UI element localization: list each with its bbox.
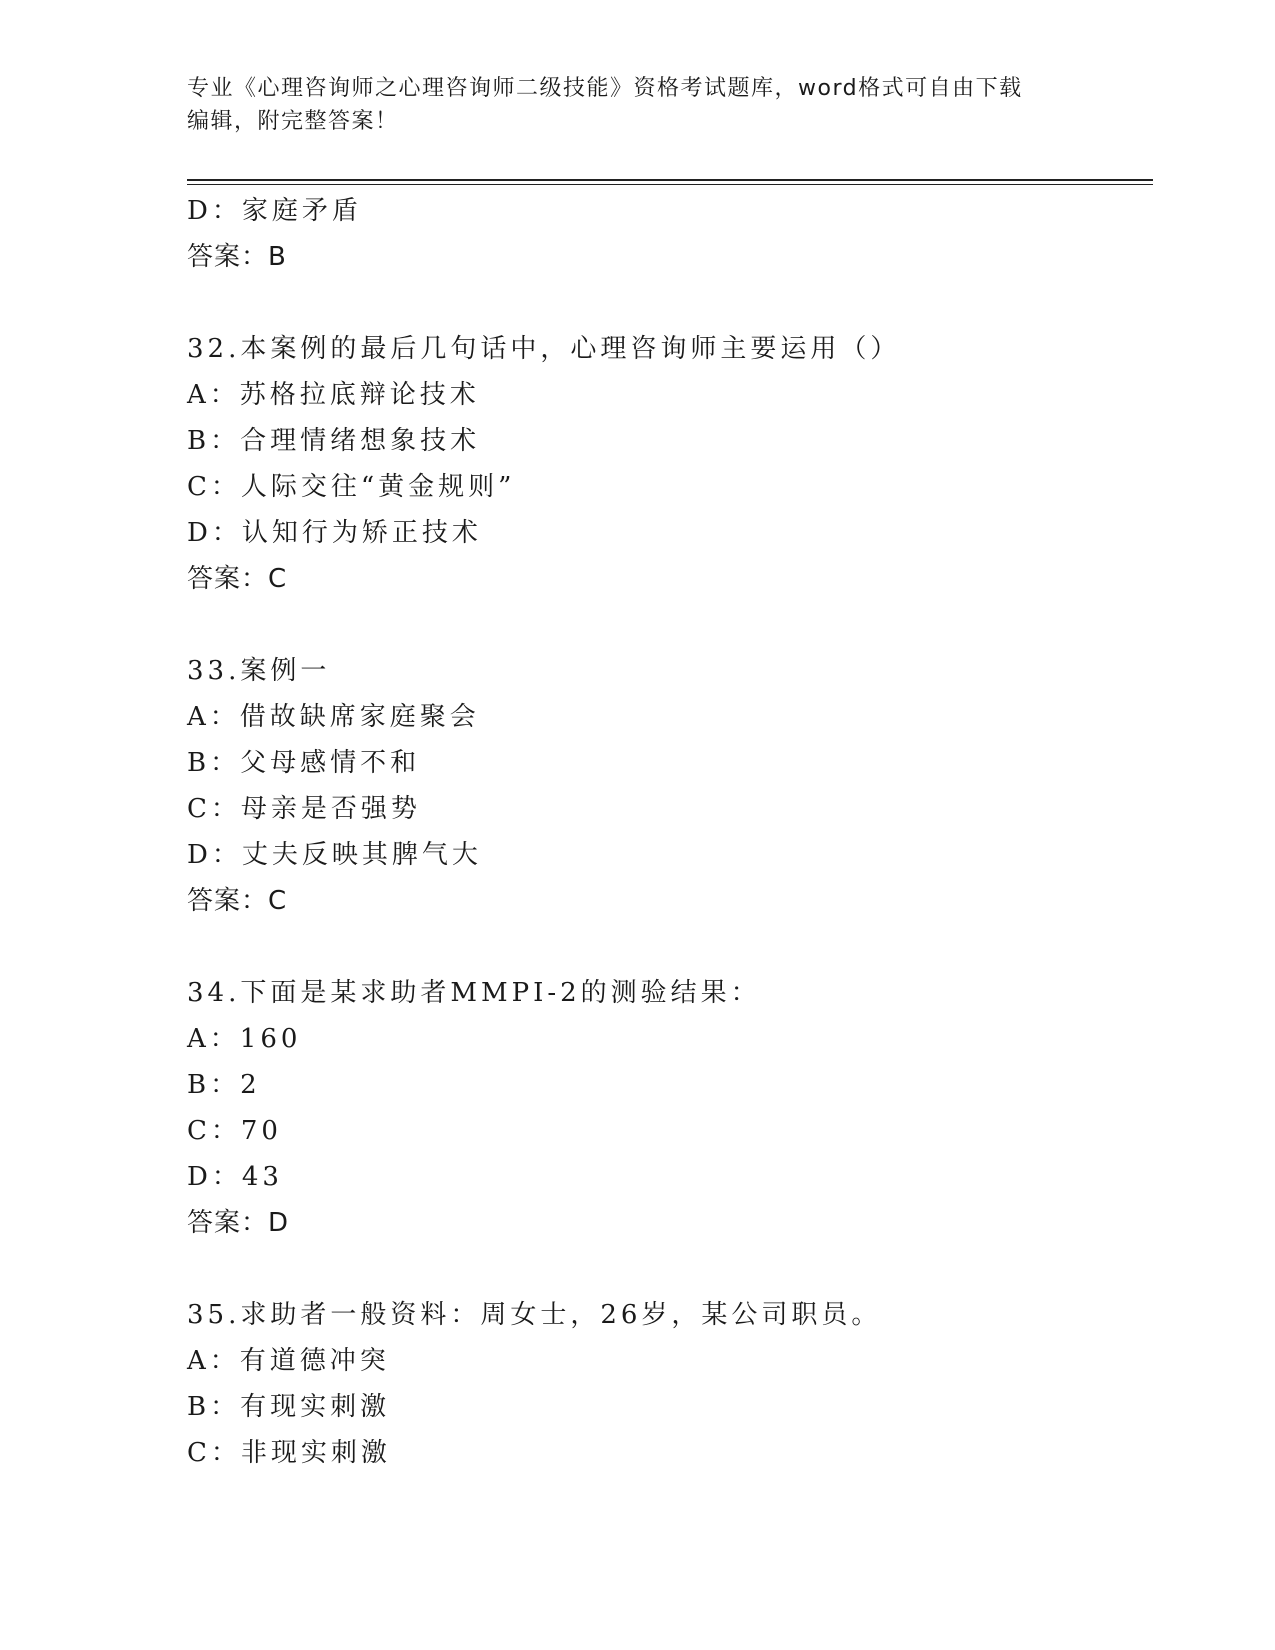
option-a: A：苏格拉底辩论技术 <box>187 380 480 410</box>
answer-line: 答案：D <box>187 1208 290 1238</box>
question-list <box>187 188 1153 1476</box>
option-b: B：合理情绪想象技术 <box>187 426 481 456</box>
option-a: A：有道德冲突 <box>187 1346 390 1376</box>
header-rule-thin <box>187 184 1153 185</box>
spacer <box>187 280 1153 326</box>
document-header <box>187 72 1067 138</box>
option-d: D：认知行为矫正技术 <box>187 518 482 548</box>
option-a: A：借故缺席家庭聚会 <box>187 702 480 732</box>
question-stem: 34.下面是某求助者MMPI-2的测验结果： <box>187 978 761 1008</box>
answer-line: 答案：C <box>187 886 288 916</box>
option-d: D：家庭矛盾 <box>187 196 362 226</box>
answer-line: 答案：B <box>187 242 287 272</box>
option-c: C：人际交往“黄金规则” <box>187 472 516 502</box>
option-c: C：母亲是否强势 <box>187 794 421 824</box>
spacer <box>187 1246 1153 1292</box>
option-a: A：160 <box>187 1024 302 1054</box>
option-b: B：有现实刺激 <box>187 1392 391 1422</box>
option-d: D：丈夫反映其脾气大 <box>187 840 482 870</box>
header-rule-thick <box>187 179 1153 181</box>
option-b: B：父母感情不和 <box>187 748 421 778</box>
option-d: D：43 <box>187 1162 283 1192</box>
option-c: C：70 <box>187 1116 282 1146</box>
question-stem: 35.求助者一般资料：周女士，26岁，某公司职员。 <box>187 1300 882 1330</box>
answer-line: 答案：C <box>187 564 288 594</box>
spacer <box>187 924 1153 970</box>
question-stem: 33.案例一 <box>187 656 331 686</box>
option-c: C：非现实刺激 <box>187 1438 391 1468</box>
option-b: B：2 <box>187 1070 261 1100</box>
question-stem: 32.本案例的最后几句话中，心理咨询师主要运用（） <box>187 334 901 364</box>
header-line-1: 专业《心理咨询师之心理咨询师二级技能》资格考试题库，word格式可自由下载 <box>187 76 1023 101</box>
spacer <box>187 602 1153 648</box>
header-line-2: 编辑，附完整答案！ <box>187 109 399 134</box>
